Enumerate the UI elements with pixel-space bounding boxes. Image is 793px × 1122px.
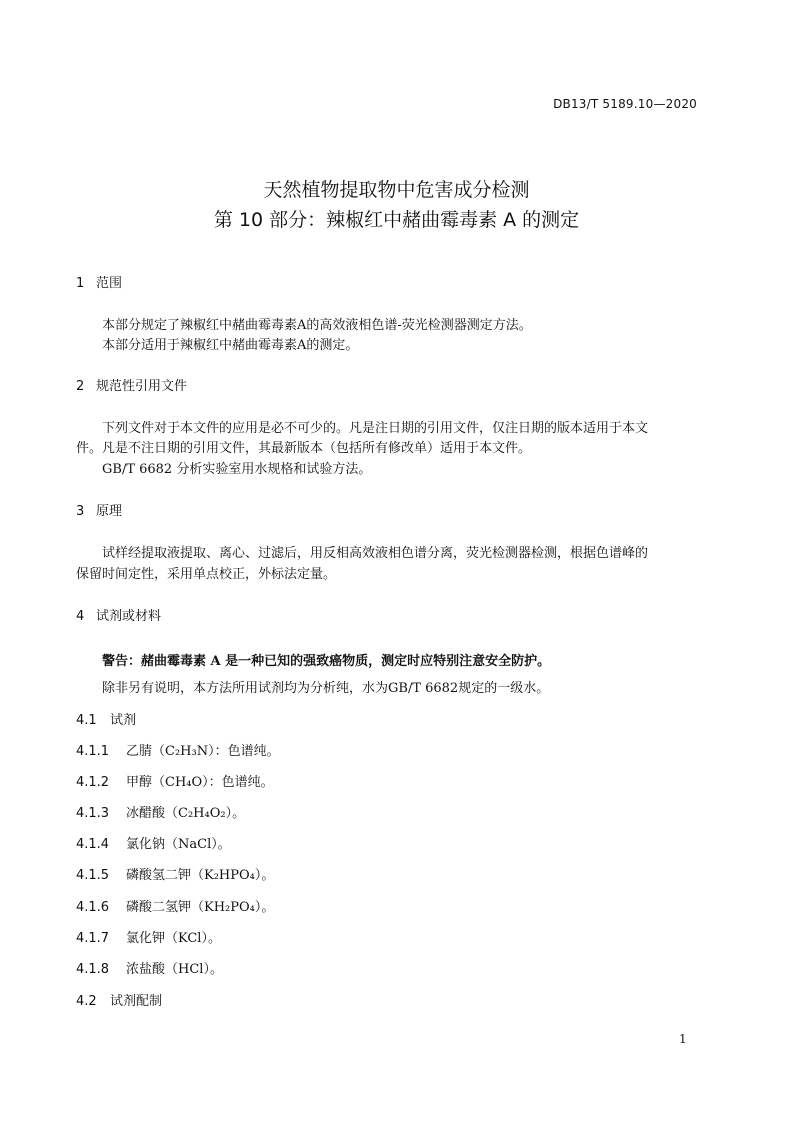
reagent-item (76, 864, 274, 883)
paragraph: 除非另有说明，本方法所用试剂均为分析纯，水为GB/T 6682规定的一级水。 (102, 681, 550, 696)
warning-text: 警告：赭曲霉毒素 A 是一种已知的强致癌物质，测定时应特别注意安全防护。 (102, 654, 551, 669)
section-title: 试剂或材料 (96, 609, 162, 624)
subsection-number: 4.1 (76, 713, 97, 728)
reagent-number: 4.1.1 (76, 744, 110, 759)
paragraph-continuation: 保留时间定性，采用单点校正，外标法定量。 (76, 567, 337, 582)
paragraph: 本部分规定了辣椒红中赭曲霉毒素A的高效液相色谱-荧光检测器测定方法。 (102, 318, 532, 333)
subsection-number: 4.2 (76, 994, 97, 1009)
page-number: 1 (679, 1032, 687, 1046)
section-number: 3 (76, 504, 85, 519)
reagent-item (76, 896, 274, 915)
reagent-text: 磷酸氢二钾（K₂HPO₄）。 (126, 868, 275, 883)
document-title-line2: 第 10 部分：辣椒红中赭曲霉毒素 A 的测定 (213, 209, 580, 231)
section-title: 规范性引用文件 (96, 379, 188, 394)
reagent-number: 4.1.7 (76, 931, 110, 946)
section-number: 1 (76, 276, 85, 291)
paragraph: 下列文件对于本文件的应用是必不可少的。凡是注日期的引用文件，仅注日期的版本适用于本文 (102, 421, 649, 436)
paragraph-continuation: 件。凡是不注日期的引用文件，其最新版本（包括所有修改单）适用于本文件。 (76, 441, 532, 456)
subsection-heading-4-1 (76, 709, 136, 728)
section-heading-1 (76, 272, 122, 291)
reagent-item (76, 771, 274, 790)
subsection-title: 试剂配制 (110, 994, 163, 1009)
standard-number: DB13/T 5189.10—2020 (553, 97, 697, 111)
section-title: 原理 (96, 504, 123, 519)
document-title-line1: 天然植物提取物中危害成分检测 (263, 179, 530, 201)
reagent-number: 4.1.3 (76, 806, 110, 821)
reagent-text: 浓盐酸（HCl）。 (126, 962, 223, 977)
reagent-item (76, 927, 221, 946)
section-number: 4 (76, 609, 85, 624)
section-title: 范围 (96, 276, 123, 291)
reagent-text: 甲醇（CH₄O）：色谱纯。 (126, 775, 274, 790)
reagent-text: 氯化钠（NaCl）。 (126, 837, 231, 852)
reagent-number: 4.1.6 (76, 900, 110, 915)
section-number: 2 (76, 379, 85, 394)
reagent-item (76, 958, 223, 977)
paragraph: 试样经提取液提取、离心、过滤后，用反相高效液相色谱分离，荧光检测器检测，根据色谱峰的 (102, 546, 649, 561)
subsection-title: 试剂 (110, 713, 137, 728)
paragraph: 本部分适用于辣椒红中赭曲霉毒素A的测定。 (102, 338, 359, 353)
section-heading-3 (76, 500, 122, 519)
normative-reference: GB/T 6682 分析实验室用水规格和试验方法。 (102, 462, 372, 477)
section-heading-4 (76, 605, 161, 624)
reagent-number: 4.1.8 (76, 962, 110, 977)
reagent-item (76, 802, 245, 821)
reagent-text: 乙腈（C₂H₃N）：色谱纯。 (126, 744, 280, 759)
section-heading-2 (76, 375, 187, 394)
reagent-text: 冰醋酸（C₂H₄O₂）。 (126, 806, 246, 821)
reagent-text: 磷酸二氢钾（KH₂PO₄）。 (126, 900, 275, 915)
reagent-number: 4.1.2 (76, 775, 110, 790)
reagent-item (76, 833, 231, 852)
reagent-number: 4.1.4 (76, 837, 110, 852)
reagent-text: 氯化钾（KCl）。 (126, 931, 221, 946)
reagent-item (76, 740, 280, 759)
subsection-heading-4-2 (76, 990, 162, 1009)
reagent-number: 4.1.5 (76, 868, 110, 883)
